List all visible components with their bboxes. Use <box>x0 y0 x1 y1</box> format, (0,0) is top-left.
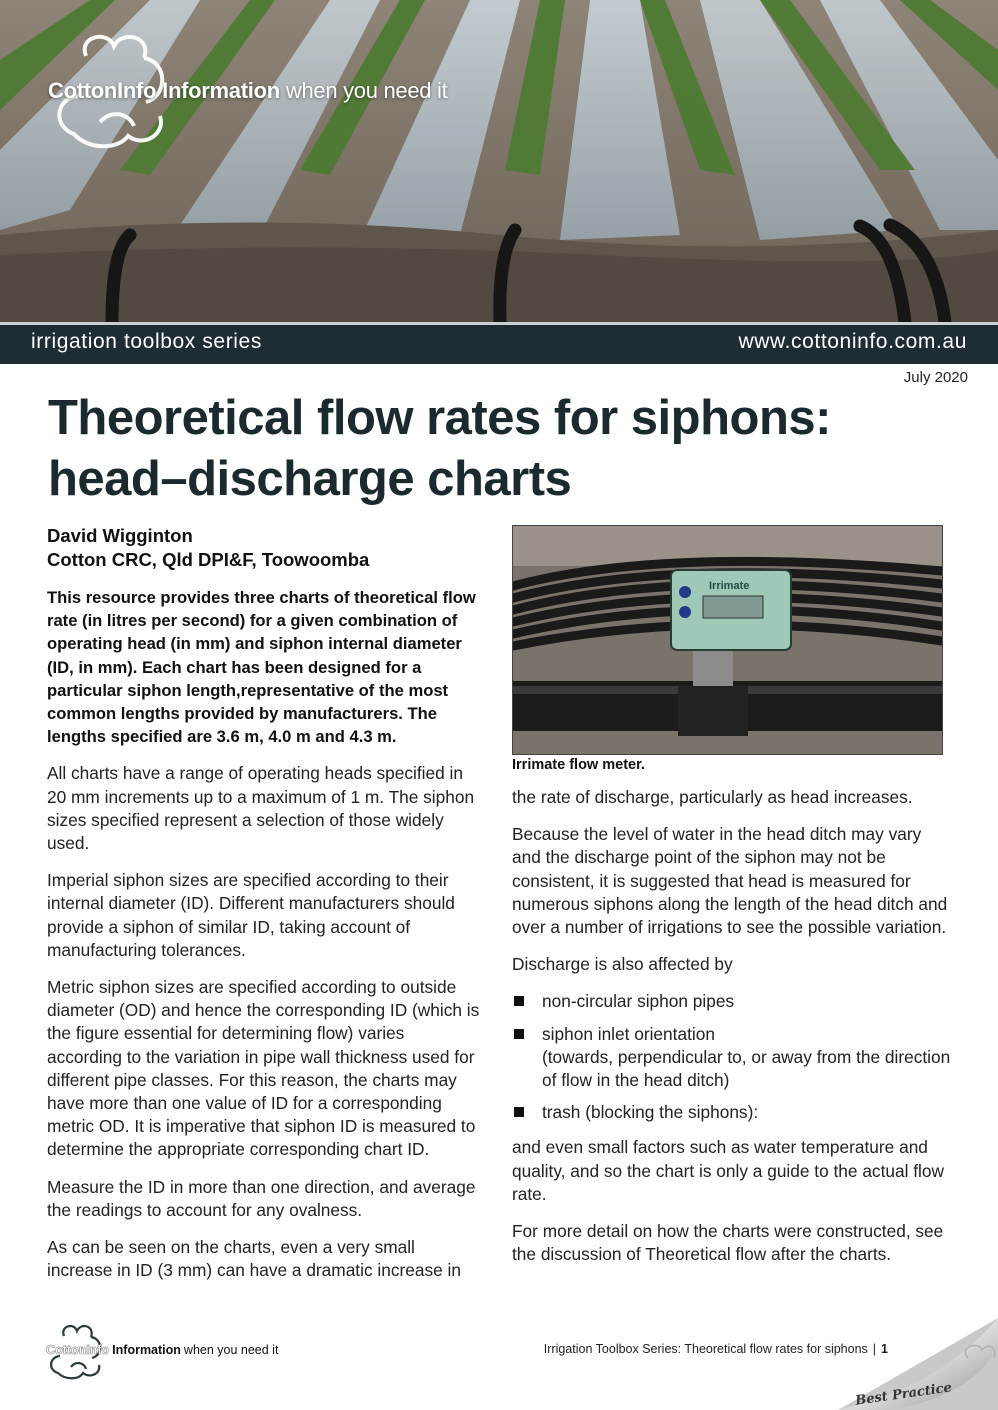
tagline-bold: Information <box>162 78 280 103</box>
factor-list <box>512 990 952 1124</box>
footer-separator: | <box>872 1342 877 1356</box>
lead-paragraph: This resource provides three charts of theoretical flow rate (in litres per second) for a given combination of operating head (in mm) and siphon internal diameter (ID, in mm). Each chart has been designed for a particular siphon length,representative of the most common lengths provided by manufacturers. The lengths specified are 3.6 m, 4.0 m and 4.3 m. <box>47 588 476 747</box>
body-paragraph: Metric siphon sizes are specified according to outside diameter (OD) and hence the corresponding ID (which is the figure essential for determining flow) varies according to the variation in pipe wall thickness used for different pipe classes. For this reason, the charts may have more than one value of ID for a corresponding metric OD. It is imperative that siphon ID is measured to determine the appropriate corresponding chart ID. <box>47 977 480 1160</box>
title-line-2: head–discharge charts <box>48 452 572 506</box>
right-column <box>512 786 952 1280</box>
brand-name: CottonInfo <box>48 78 157 103</box>
footer-tagline-bold: Information <box>112 1343 181 1357</box>
series-bar-stripe <box>0 322 998 325</box>
author-name: David Wigginton <box>47 525 193 546</box>
footer-brand-name: CottonInfo <box>46 1343 110 1357</box>
list-item: trash (blocking the siphons): <box>512 1101 952 1124</box>
title-line-1: Theoretical flow rates for siphons: <box>48 391 831 445</box>
footer-tagline-rest: when you need it <box>183 1343 279 1357</box>
body-paragraph: All charts have a range of operating heads specified in 20 mm increments up to a maximum of 1 m. The siphon sizes specified represent a selection of those widely used. <box>47 763 475 854</box>
flow-meter-illustration <box>513 526 942 754</box>
body-paragraph: As can be seen on the charts, even a very small increase in ID (3 mm) can have a dramatic increase in <box>47 1237 461 1281</box>
body-paragraph: Measure the ID in more than one direction, and average the readings to account for any ovalness. <box>47 1176 476 1220</box>
series-bar <box>0 322 998 364</box>
publication-date: July 2020 <box>903 369 968 386</box>
page-number: 1 <box>881 1342 888 1356</box>
body-paragraph: and even small factors such as water temperature and quality, and so the chart is only a guide to the actual flow rate. <box>512 1137 944 1204</box>
hero-brand <box>48 78 447 104</box>
flow-meter-photo <box>512 525 943 755</box>
footer-series-title: Irrigation Toolbox Series: Theoretical flow rates for siphons <box>543 1342 868 1356</box>
series-name: irrigation toolbox series <box>31 330 262 353</box>
list-item: non-circular siphon pipes <box>512 990 952 1013</box>
tagline-rest: when you need it <box>285 78 448 103</box>
page-title <box>48 388 968 510</box>
list-item: siphon inlet orientation (towards, perpendicular to, or away from the direction of flow in the head ditch) <box>512 1023 952 1093</box>
hero-photo <box>0 0 998 322</box>
footer-brand <box>46 1343 278 1357</box>
body-paragraph: Discharge is also affected by <box>512 954 733 975</box>
website-link[interactable]: www.cottoninfo.com.au <box>738 330 967 353</box>
body-paragraph: the rate of discharge, particularly as head increases. <box>512 787 913 807</box>
body-paragraph: Because the level of water in the head ditch may vary and the discharge point of the siphon may not be consistent, it is suggested that head is measured for numerous siphons along the length of the head ditch and over a number of irrigations to see the possible variation. <box>512 824 948 938</box>
device-label: Irrimate <box>709 580 750 592</box>
author-affiliation: Cotton CRC, Qld DPI&F, Toowoomba <box>47 549 370 570</box>
left-column <box>47 524 483 1296</box>
body-paragraph: Imperial siphon sizes are specified according to their internal diameter (ID). Different manufacturers should provide a siphon of similar ID, taking account of manufacturing tolerances. <box>47 870 455 960</box>
body-paragraph: For more detail on how the charts were constructed, see the discussion of Theoretical flow after the charts. <box>512 1221 944 1265</box>
photo-caption: Irrimate flow meter. <box>512 757 645 773</box>
author-block <box>47 524 483 572</box>
best-practice-label: Best Practice <box>854 1380 953 1409</box>
